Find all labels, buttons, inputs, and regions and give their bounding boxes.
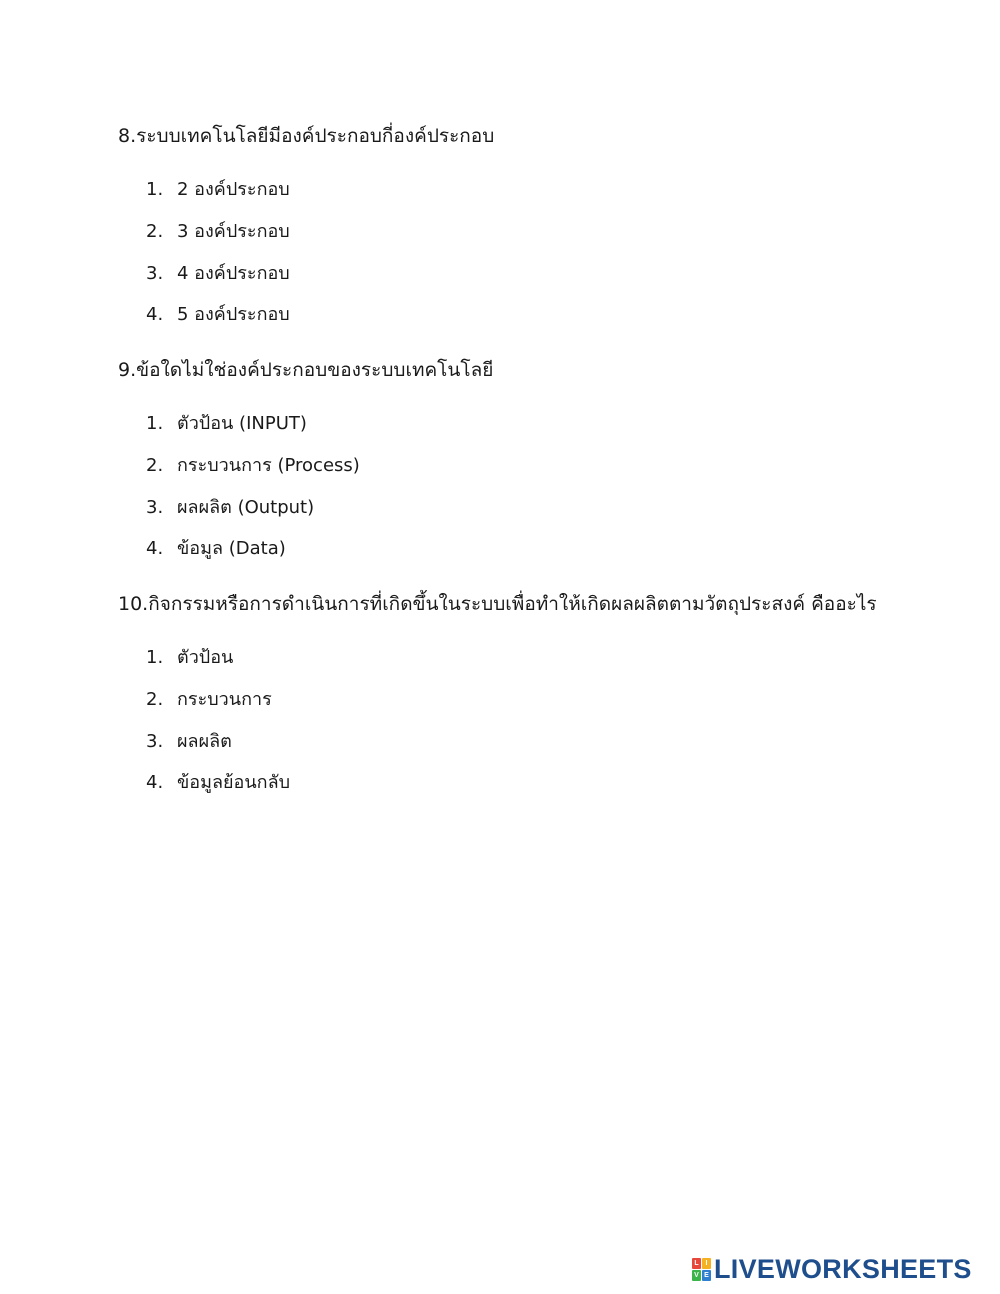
option-text: ผลผลิต (Output) [177, 496, 315, 518]
option-number: 1. [146, 179, 164, 200]
option-item[interactable] [146, 177, 290, 219]
option-item[interactable] [146, 411, 360, 453]
option-item[interactable] [146, 302, 290, 344]
question-8: 8.ระบบเทคโนโลยีมีองค์ประกอบกี่องค์ประกอบ [118, 125, 495, 147]
option-text: 3 องค์ประกอบ [177, 220, 290, 242]
option-number: 4. [146, 538, 164, 560]
logo-text: LIVEWORKSHEETS [714, 1253, 972, 1284]
option-item[interactable] [146, 729, 290, 771]
option-number: 2. [146, 454, 164, 476]
liveworksheets-logo [692, 1254, 972, 1284]
logo-mark-tile: I [702, 1258, 711, 1269]
option-text: 2 องค์ประกอบ [177, 179, 290, 200]
option-item[interactable] [146, 219, 290, 261]
question-8-options [146, 177, 290, 344]
option-text: ตัวป้อน (INPUT) [177, 413, 307, 434]
option-number: 1. [146, 647, 164, 668]
option-number: 2. [146, 688, 164, 710]
logo-mark-tile: E [702, 1270, 711, 1281]
option-item[interactable] [146, 770, 290, 812]
option-number: 4. [146, 304, 164, 326]
option-number: 3. [146, 496, 164, 518]
option-number: 1. [146, 413, 164, 434]
option-item[interactable] [146, 261, 290, 303]
option-item[interactable] [146, 453, 360, 495]
question-9-options [146, 411, 360, 578]
option-number: 2. [146, 220, 164, 242]
option-text: กระบวนการ (Process) [177, 454, 360, 476]
option-text: ผลผลิต [177, 730, 232, 752]
option-item[interactable] [146, 645, 290, 687]
option-item[interactable] [146, 687, 290, 729]
question-10-options [146, 645, 290, 812]
option-number: 3. [146, 262, 164, 284]
logo-mark-tile: V [692, 1270, 701, 1281]
logo-mark-icon [692, 1258, 711, 1281]
option-text: ตัวป้อน [177, 647, 234, 668]
option-number: 4. [146, 772, 164, 794]
option-text: 4 องค์ประกอบ [177, 262, 290, 284]
option-item[interactable] [146, 536, 360, 578]
option-text: 5 องค์ประกอบ [177, 304, 290, 326]
question-10: 10.กิจกรรมหรือการดำเนินการที่เกิดขึ้นในระบบเพื่อทำให้เกิดผลผลิตตามวัตถุประสงค์ คืออะไร [118, 593, 877, 615]
logo-mark-tile: L [692, 1258, 701, 1269]
option-text: กระบวนการ [177, 688, 272, 710]
option-number: 3. [146, 730, 164, 752]
question-9: 9.ข้อใดไม่ใช่องค์ประกอบของระบบเทคโนโลยี [118, 359, 494, 381]
option-item[interactable] [146, 495, 360, 537]
option-text: ข้อมูล (Data) [177, 538, 286, 560]
option-text: ข้อมูลย้อนกลับ [177, 772, 291, 794]
